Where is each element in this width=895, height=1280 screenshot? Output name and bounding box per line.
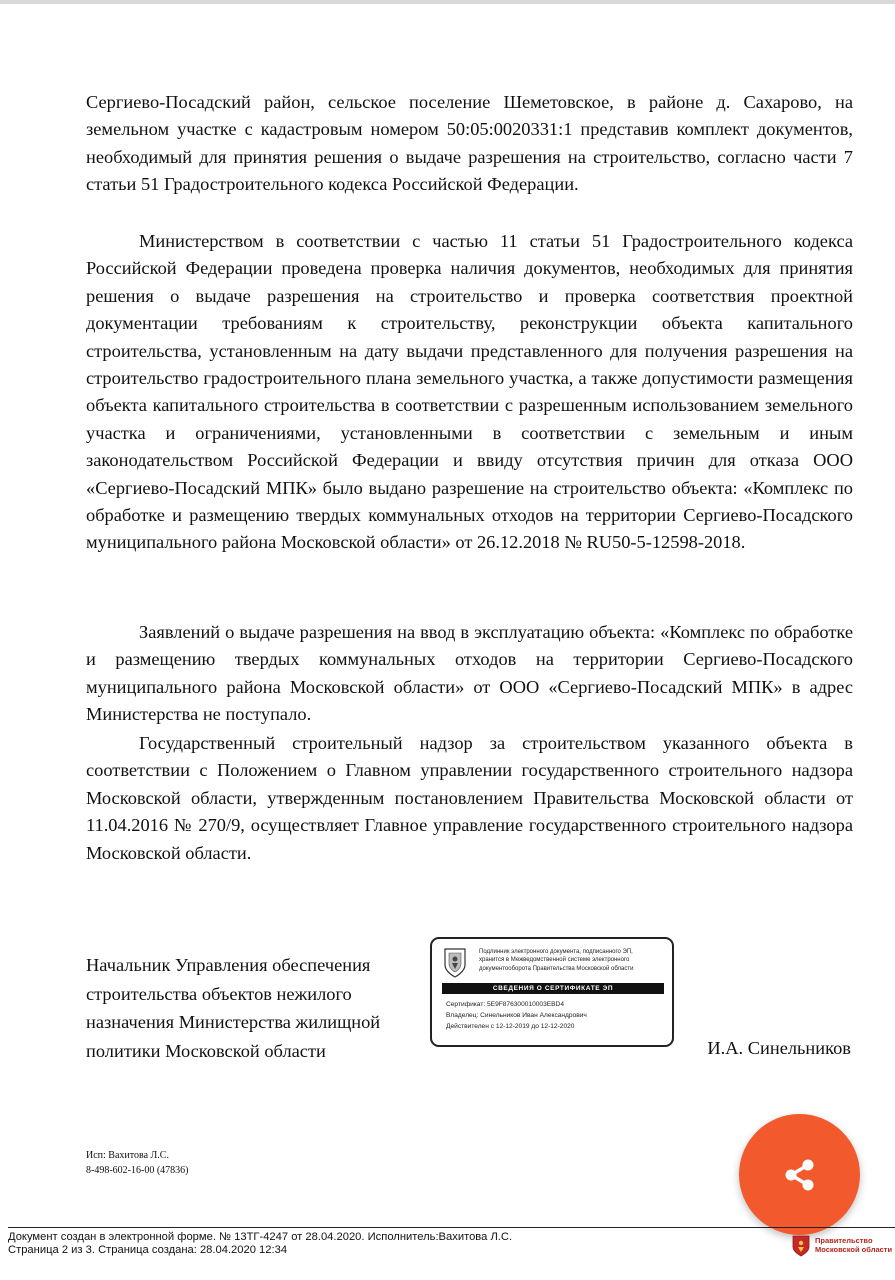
- stamp-validity: Действителен с 12-12-2019 до 12-12-2020: [446, 1023, 575, 1030]
- signer-position-line: назначения Министерства жилищной: [86, 1012, 381, 1032]
- footer-line-document: Документ создан в электронной форме. № 13ТГ-4247 от 28.04.2020. Исполнитель:Вахитова Л.С.: [8, 1231, 513, 1243]
- paragraph-intro: Сергиево-Посадский район, сельское поселение Шеметовское, в районе д. Сахарово, на земельном участке с кадастровым номером 50:05:0020331:1 представив комплект документов, необходимый для принятия решения о выдаче разрешения на строительство, согласно части 7 статьи 51 Градостроительного кодекса Российской Федерации.: [86, 92, 853, 195]
- stamp-notice-line: документооборота Правительства Московской области: [479, 965, 634, 972]
- signer-position-line: политики Московской области: [86, 1040, 326, 1061]
- share-icon: [780, 1155, 820, 1195]
- government-emblem-icon: [792, 1235, 810, 1257]
- coat-of-arms-icon: [442, 947, 468, 979]
- signer-name: И.А. Синельников: [707, 1038, 851, 1058]
- executor-name: Исп: Вахитова Л.С.: [86, 1150, 169, 1161]
- stamp-owner: Владелец: Синельников Иван Александрович: [446, 1012, 587, 1019]
- stamp-certificate-details: [446, 999, 666, 1032]
- paragraph-state-supervision: Государственный строительный надзор за строительством указанного объекта в соответствии с Положением о Главном управлении государственного строительного надзора Московской области, утвержденным постановлением Правительства Московской области от 11.04.2016 № 270/9, осуществляет Главное управление государственного строительного надзора Московской области.: [86, 733, 853, 863]
- signer-position: [86, 951, 426, 1065]
- paragraph-no-applications: Заявлений о выдаче разрешения на ввод в эксплуатацию объекта: «Комплекс по обработке и размещению твердых коммунальных отходов на территории Сергиево-Посадского муниципального района Московской области» от ООО «Сергиево-Посадский МПК» в адрес Министерства не поступало.: [86, 622, 853, 725]
- stamp-notice-line: хранится в Межведомственной системе электронного: [479, 957, 630, 964]
- executor-info: [86, 1148, 188, 1178]
- executor-phone: 8-498-602-16-00 (47836): [86, 1165, 189, 1176]
- share-button[interactable]: [739, 1114, 860, 1235]
- footer-divider: [8, 1227, 895, 1228]
- stamp-certificate-header: СВЕДЕНИЯ О СЕРТИФИКАТЕ ЭП: [442, 983, 664, 994]
- government-caption-line: Правительство: [815, 1236, 873, 1245]
- stamp-notice: [479, 948, 667, 973]
- signer-position-line: Начальник Управления обеспечения: [86, 955, 371, 975]
- stamp-certificate-number: Сертификат: 5E9F876300010003EBD4: [446, 1001, 564, 1008]
- signer-position-line: строительства объектов нежилого: [86, 983, 352, 1004]
- electronic-signature-stamp: [430, 937, 674, 1047]
- paragraph-ministry-check: Министерством в соответствии с частью 11 статьи 51 Градостроительного кодекса Российской Федерации проведена проверка наличия документов, необходимых для принятия решения о выдаче разрешения на строительство и проверка соответствия проектной документации требованиям к строительству, реконструкции объекта капитального строительства, установленным на дату выдачи представленного для получения разрешения на строительство градостроительного плана земельного участка, а также допустимости размещения объекта капитального строительства в соответствии с разрешенным использованием земельного участка и ограничениями, установленными в соответствии с земельным и иным законодательством Российской Федерации и ввиду отсутствия причин для отказа ООО «Сергиево-Посадский МПК» было выдано разрешение на строительство объекта: «Комплекс по обработке и размещению твердых коммунальных отходов на территории Сергиево-Посадского муниципального района Московской области» от 26.12.2018 № RU50-5-12598-2018.: [86, 231, 853, 553]
- document-footer: [8, 1231, 768, 1257]
- stamp-notice-line: Подлинник электронного документа, подписанного ЭП,: [479, 949, 633, 955]
- top-status-strip: [0, 0, 895, 4]
- government-caption-line: Московской области: [815, 1245, 893, 1254]
- government-caption: [815, 1236, 895, 1254]
- footer-line-page: Страница 2 из 3. Страница создана: 28.04.2020 12:34: [8, 1244, 288, 1256]
